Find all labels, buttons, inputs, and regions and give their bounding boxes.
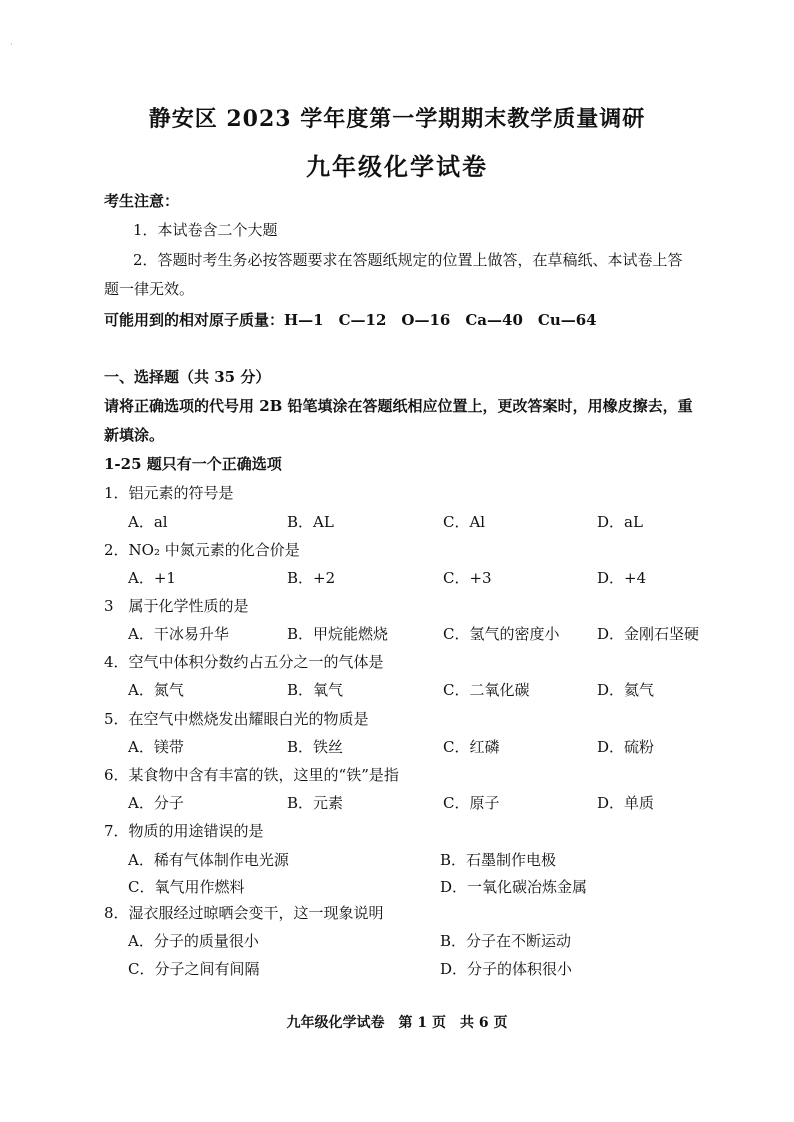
page-footer: 九年级化学试卷 第 1 页 共 6 页 [286, 1015, 508, 1031]
scan-dot: · [10, 40, 13, 49]
question-6-option-b: B．元素 [287, 794, 344, 812]
notice-item-2: 2．答题时考生务必按答题要求在答题纸规定的位置上做答，在草稿纸、本试卷上答 [133, 251, 683, 269]
question-6-option-d: D．单质 [597, 794, 655, 812]
question-7-option-a: A．稀有气体制作电光源 [128, 851, 289, 869]
question-2-option-a: A．+1 [128, 569, 176, 587]
question-1-option-c: C．Al [443, 513, 486, 531]
question-4-option-a: A．氮气 [128, 681, 184, 699]
question-2-option-d: D．+4 [597, 569, 647, 587]
section-instruction-cont: 新填涂。 [104, 426, 165, 444]
question-4-option-b: B．氧气 [287, 681, 344, 699]
notice-heading: 考生注意： [104, 192, 180, 210]
question-2-stem: 2．NO₂ 中氮元素的化合价是 [104, 541, 300, 559]
question-1-option-b: B．AL [287, 513, 334, 531]
question-7-stem: 7．物质的用途错误的是 [104, 822, 264, 840]
question-3-option-b: B．甲烷能燃烧 [287, 625, 389, 643]
question-8-option-a: A．分子的质量很小 [128, 932, 259, 950]
question-7-option-b: B．石墨制作电极 [440, 851, 557, 869]
question-5-option-a: A．镁带 [128, 738, 184, 756]
question-3-option-d: D．金刚石坚硬 [597, 625, 700, 643]
question-7-option-c: C．氧气用作燃料 [128, 878, 245, 896]
section-subheading: 1-25 题只有一个正确选项 [104, 455, 282, 473]
question-4-option-d: D．氦气 [597, 681, 655, 699]
question-5-stem: 5．在空气中燃烧发出耀眼白光的物质是 [104, 710, 369, 728]
question-3-option-c: C．氢气的密度小 [443, 625, 560, 643]
question-1-option-a: A．al [128, 513, 168, 531]
exam-title: 静安区 2023 学年度第一学期期末教学质量调研 [148, 106, 646, 132]
question-6-stem: 6．某食物中含有丰富的铁，这里的“铁”是指 [104, 766, 399, 784]
question-1-option-d: D．aL [597, 513, 643, 531]
question-3-stem: 3 属于化学性质的是 [104, 597, 249, 615]
question-6-option-c: C．原子 [443, 794, 500, 812]
question-2-option-c: C．+3 [443, 569, 492, 587]
question-2-option-b: B．+2 [287, 569, 336, 587]
question-8-option-b: B．分子在不断运动 [440, 932, 572, 950]
question-5-option-d: D．硫粉 [597, 738, 655, 756]
question-1-stem: 1．铝元素的符号是 [104, 484, 234, 502]
atomic-mass-line: 可能用到的相对原子质量：H—1 C—12 O—16 Ca—40 Cu—64 [104, 311, 597, 329]
question-8-stem: 8．湿衣服经过晾晒会变干，这一现象说明 [104, 904, 384, 922]
question-7-option-d: D．一氧化碳冶炼金属 [440, 878, 588, 896]
question-5-option-b: B．铁丝 [287, 738, 344, 756]
section-heading: 一、选择题（共 35 分） [104, 368, 271, 386]
question-4-option-c: C．二氧化碳 [443, 681, 530, 699]
notice-item-1: 1．本试卷含二个大题 [133, 221, 278, 239]
exam-subtitle: 九年级化学试卷 [306, 152, 488, 181]
section-instruction: 请将正确选项的代号用 2B 铅笔填涂在答题纸相应位置上，更改答案时，用橡皮擦去，重 [104, 397, 693, 415]
question-3-option-a: A．干冰易升华 [128, 625, 229, 643]
question-6-option-a: A．分子 [128, 794, 184, 812]
question-5-option-c: C．红磷 [443, 738, 500, 756]
notice-item-2-cont: 题一律无效。 [104, 280, 195, 298]
question-4-stem: 4．空气中体积分数约占五分之一的气体是 [104, 653, 384, 671]
question-8-option-d: D．分子的体积很小 [440, 960, 573, 978]
question-8-option-c: C．分子之间有间隔 [128, 960, 260, 978]
